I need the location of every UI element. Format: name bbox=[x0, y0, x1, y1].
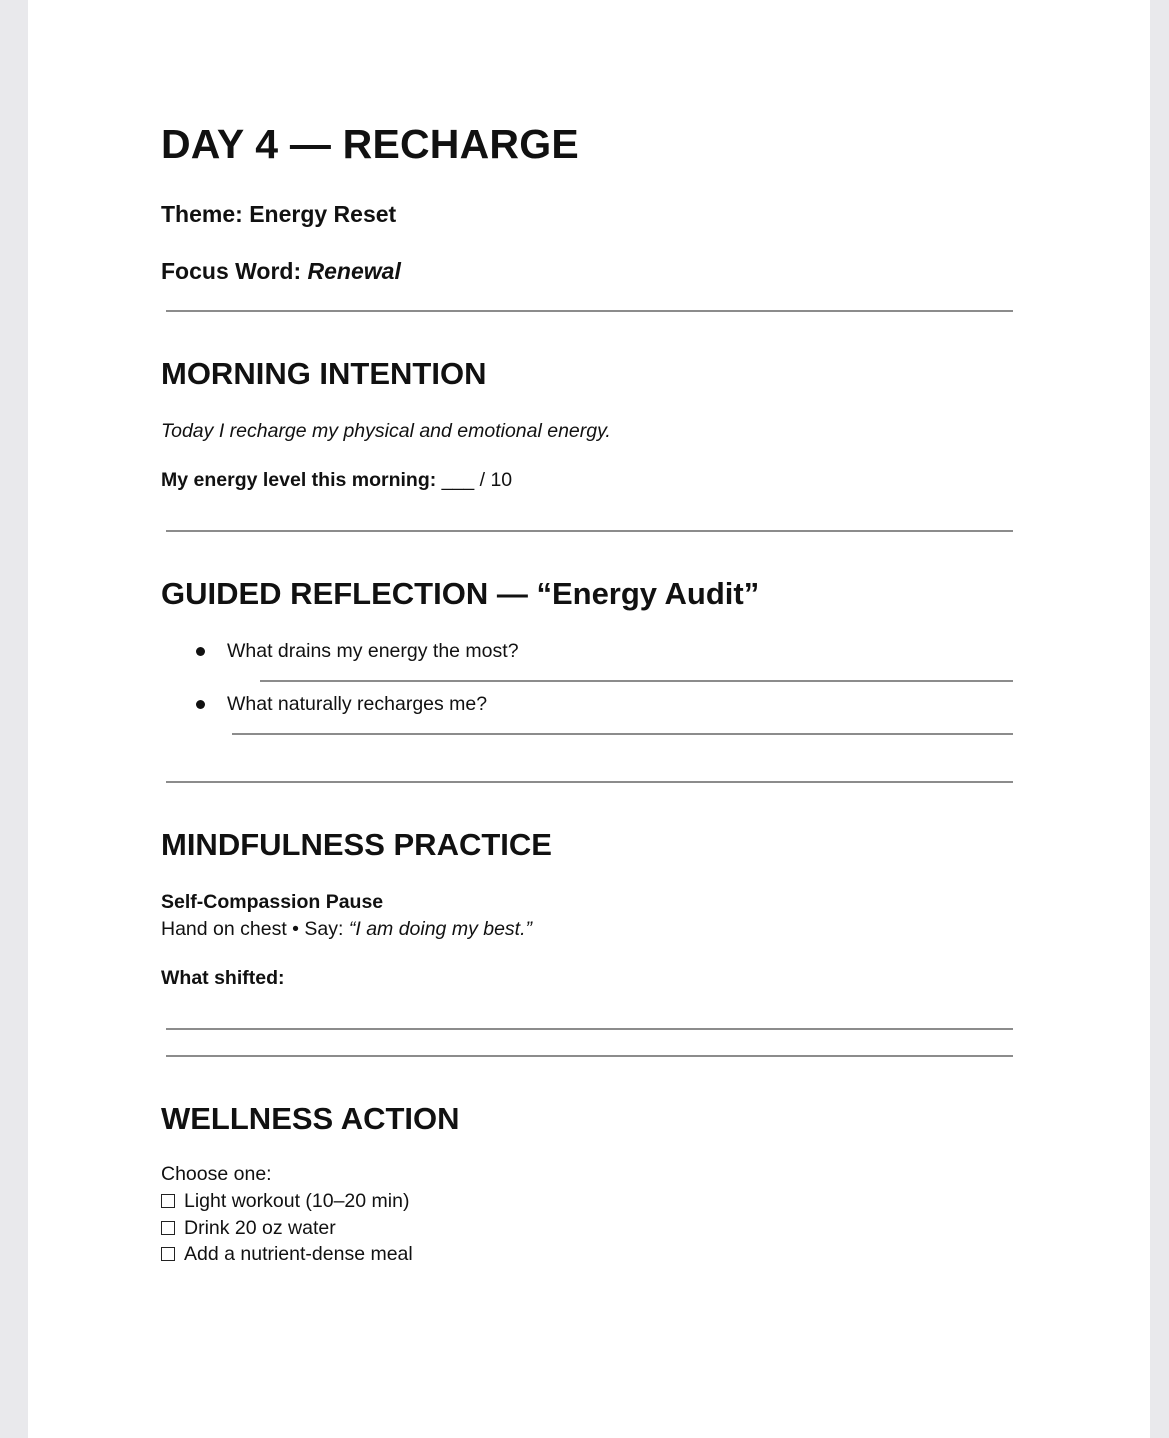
what-shifted-label: What shifted: bbox=[161, 967, 285, 989]
practice-instruction bbox=[161, 918, 532, 941]
energy-level-line bbox=[161, 469, 512, 492]
theme-value: Energy Reset bbox=[249, 201, 397, 227]
wellness-option[interactable] bbox=[161, 1217, 336, 1240]
answer-line[interactable] bbox=[260, 680, 1013, 682]
divider bbox=[166, 530, 1013, 532]
instruction-quote: “I am doing my best.” bbox=[348, 918, 533, 940]
bullet-icon bbox=[196, 647, 205, 656]
checkbox-icon[interactable] bbox=[161, 1221, 175, 1235]
page-title: DAY 4 — RECHARGE bbox=[161, 121, 579, 167]
focus-word-line bbox=[161, 258, 401, 285]
intention-text: Today I recharge my physical and emotional energy. bbox=[161, 420, 611, 442]
section-heading-morning-intention: MORNING INTENTION bbox=[161, 356, 487, 391]
energy-level-blank[interactable]: ___ bbox=[441, 469, 475, 491]
focus-word-label: Focus Word: bbox=[161, 258, 302, 284]
wellness-option[interactable] bbox=[161, 1243, 413, 1266]
answer-line[interactable] bbox=[166, 1028, 1013, 1030]
section-heading-guided-reflection: GUIDED REFLECTION — “Energy Audit” bbox=[161, 576, 760, 611]
divider bbox=[166, 310, 1013, 312]
wellness-option-label: Drink 20 oz water bbox=[184, 1217, 336, 1239]
focus-word-value: Renewal bbox=[307, 258, 401, 284]
section-heading-mindfulness-practice: MINDFULNESS PRACTICE bbox=[161, 827, 552, 862]
choose-one-label: Choose one: bbox=[161, 1163, 272, 1185]
instruction-prefix: Hand on chest • Say: bbox=[161, 918, 349, 940]
wellness-option-label: Add a nutrient-dense meal bbox=[184, 1243, 413, 1265]
wellness-option[interactable] bbox=[161, 1190, 409, 1213]
divider bbox=[166, 1055, 1013, 1057]
wellness-option-label: Light workout (10–20 min) bbox=[184, 1190, 410, 1212]
theme-label: Theme: bbox=[161, 201, 243, 227]
divider bbox=[166, 781, 1013, 783]
energy-level-scale: / 10 bbox=[474, 469, 513, 491]
reflection-prompt: What naturally recharges me? bbox=[227, 693, 488, 715]
theme-line bbox=[161, 201, 396, 228]
section-heading-wellness-action: WELLNESS ACTION bbox=[161, 1101, 460, 1136]
answer-line[interactable] bbox=[232, 733, 1013, 735]
bullet-icon bbox=[196, 700, 205, 709]
practice-title: Self-Compassion Pause bbox=[161, 891, 384, 913]
checkbox-icon[interactable] bbox=[161, 1194, 175, 1208]
checkbox-icon[interactable] bbox=[161, 1247, 175, 1261]
reflection-prompt: What drains my energy the most? bbox=[227, 640, 519, 662]
energy-level-label: My energy level this morning: bbox=[161, 469, 437, 491]
document-page bbox=[28, 0, 1150, 1438]
